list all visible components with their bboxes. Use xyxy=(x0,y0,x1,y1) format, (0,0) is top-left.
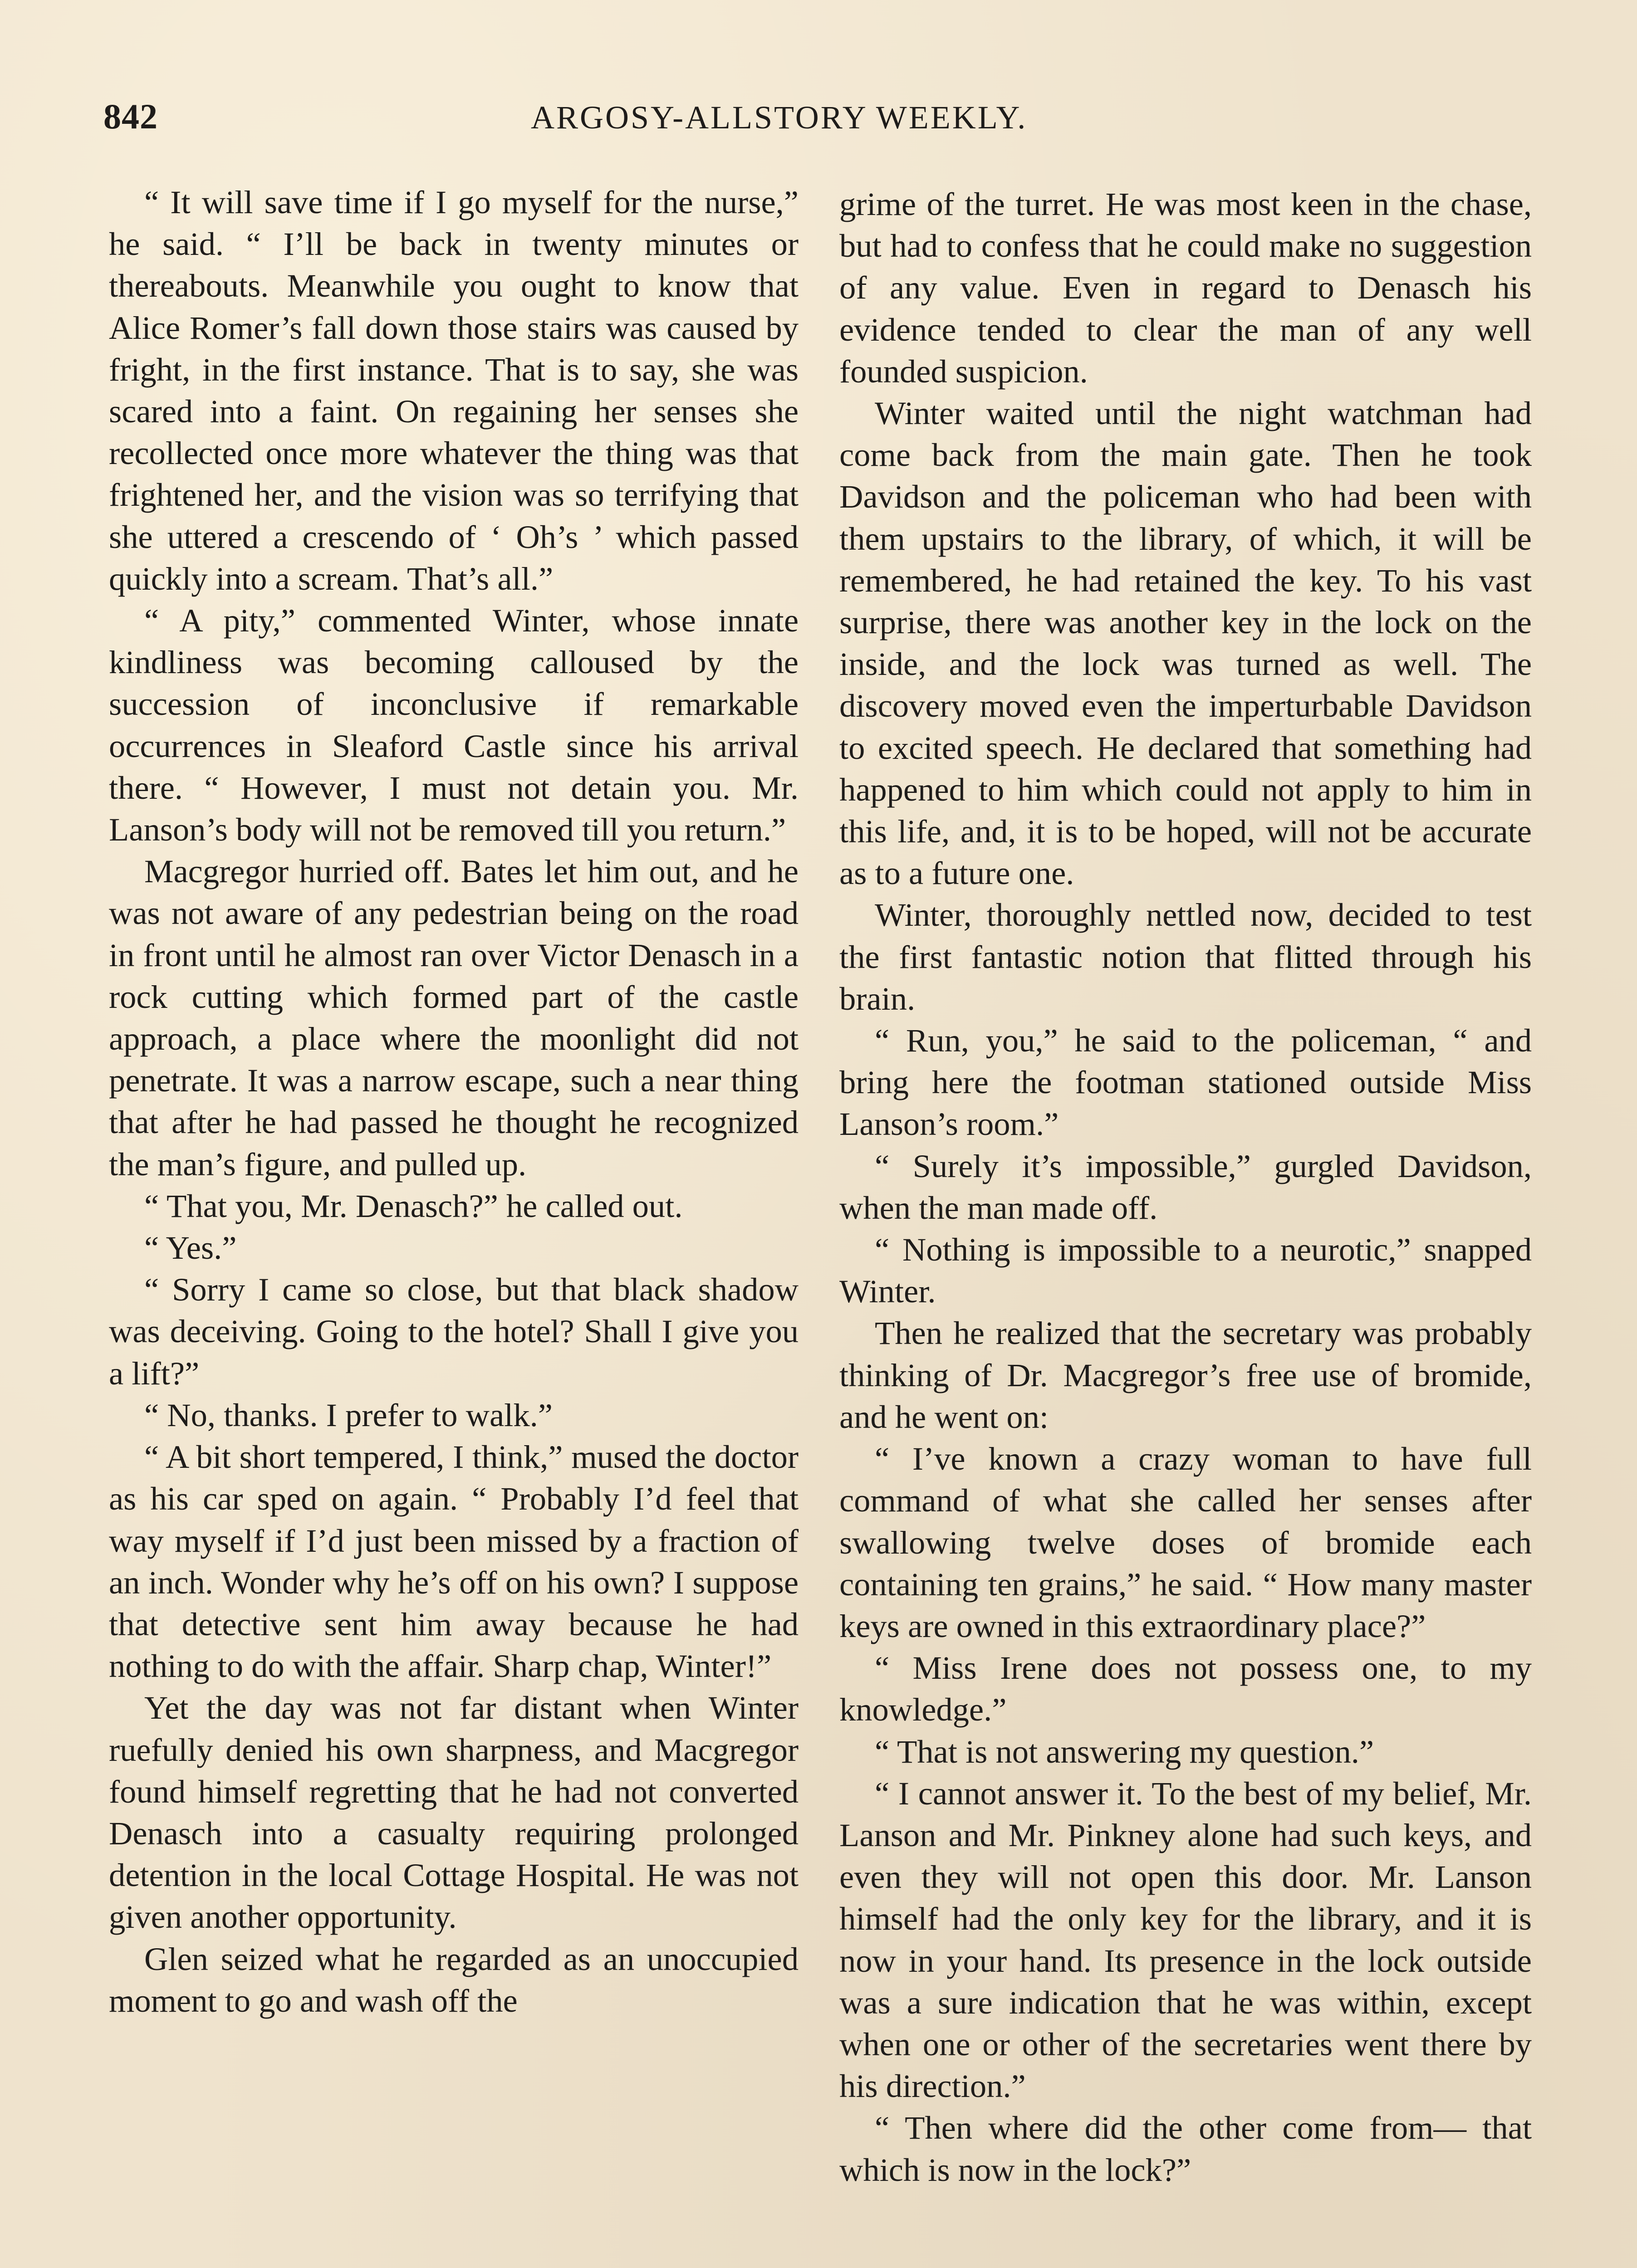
paragraph: “ Sorry I came so close, but that black shadow was deceiving. Going to the hotel? Shall I give you a lift?” xyxy=(109,1271,799,1392)
paragraph: Winter waited until the night watchman had come back from the main gate. Then he took Davidson and the policeman who had been with them upstairs to the library, of which, it will be remembered, he had retained the key. To his vast surprise, there was another key in the lock on the inside, and the lock was turned as well. The discovery moved even the imperturbable Davidson to excited speech. He declared that something had happened to him which could not apply to him in this life, and, it is to be hoped, will not be accurate as to a future one. xyxy=(839,395,1532,892)
paragraph: “ A bit short tempered, I think,” mused the doctor as his car sped on again. “ Probably I’d feel that way myself if I’d just been missed by a fraction of an inch. Wonder why he’s off on his own? I suppose that detective sent him away because he had nothing to do with the affair. Sharp chap, Winter!” xyxy=(109,1438,799,1685)
paragraph: “ Nothing is impossible to a neurotic,” snapped Winter. xyxy=(839,1231,1532,1310)
running-head-title: ARGOSY-ALLSTORY WEEKLY. xyxy=(531,99,1028,136)
paragraph: Then he realized that the secretary was probably thinking of Dr. Macgregor’s free use of bromide, and he went on: xyxy=(839,1315,1532,1435)
paragraph: “ Surely it’s impossible,” gurgled Davidson, when the man made off. xyxy=(839,1147,1532,1226)
paragraph: “ Then where did the other come from— that which is now in the lock?” xyxy=(839,2109,1532,2188)
left-text-column xyxy=(109,181,799,2022)
paragraph: “ Run, you,” he said to the policeman, “ and bring here the footman stationed outside Miss Lanson’s room.” xyxy=(839,1022,1532,1143)
paragraph: “ That you, Mr. Denasch?” he called out. xyxy=(144,1187,683,1224)
paragraph: Winter, thoroughly nettled now, decided to test the first fantastic notion that flitted through his brain. xyxy=(839,896,1532,1017)
paragraph: Yet the day was not far distant when Winter ruefully denied his own sharpness, and Macgregor found himself regretting that he had not converted Denasch into a casualty requiring prolonged detention in the local Cottage Hospital. He was not given another opportunity. xyxy=(109,1689,799,1936)
right-text-column xyxy=(839,183,1532,2191)
paragraph: Macgregor hurried off. Bates let him out, and he was not aware of any pedestrian being on the road in front until he almost ran over Victor Denasch in a rock cutting which formed part of the castle approach, a place where the moonlight did not penetrate. It was a narrow escape, such a near thing that after he had passed he thought he recognized the man’s figure, and pulled up. xyxy=(109,853,799,1183)
paragraph: “ I cannot answer it. To the best of my belief, Mr. Lanson and Mr. Pinkney alone had such keys, and even they will not open this door. Mr. Lanson himself had the only key for the library, and it is now in your hand. Its presence in the lock outside was a sure indication that he was within, except when one or other of the secretaries went there by his direction.” xyxy=(839,1774,1532,2105)
paragraph: “ Yes.” xyxy=(144,1229,237,1266)
paragraph: Glen seized what he regarded as an unoccupied moment to go and wash off the xyxy=(109,1940,799,2019)
paragraph: “ I’ve known a crazy woman to have full command of what she called her senses after swallowing twelve doses of bromide each containing ten grains,” he said. “ How many master keys are owned in this extraordinary place?” xyxy=(839,1440,1532,1644)
paragraph-continued: grime of the turret. He was most keen in the chase, but had to confess that he could make no suggestion of any value. Even in regard to Denasch his evidence tended to clear the man of any well founded suspicion. xyxy=(839,186,1532,390)
paragraph: “ A pity,” commented Winter, whose innate kindliness was becoming calloused by the succession of inconclusive if remarkable occurrences in Sleaford Castle since his arrival there. “ However, I must not detain you. Mr. Lanson’s body will not be removed till you return.” xyxy=(109,602,799,848)
paragraph: “ Miss Irene does not possess one, to my knowledge.” xyxy=(839,1649,1532,1728)
page-number: 842 xyxy=(103,97,158,136)
paragraph: “ No, thanks. I prefer to walk.” xyxy=(144,1396,553,1433)
paragraph: “ That is not answering my question.” xyxy=(875,1733,1374,1770)
paragraph: “ It will save time if I go myself for the nurse,” he said. “ I’ll be back in twenty minutes or thereabouts. Meanwhile you ought to know that Alice Romer’s fall down those stairs was caused by fright, in the first instance. That is to say, she was scared into a faint. On regaining her senses she recollected once more whatever the thing was that frightened her, and the vision was so terrifying that she uttered a crescendo of ‘ Oh’s ’ which passed quickly into a scream. That’s all.” xyxy=(109,184,799,597)
